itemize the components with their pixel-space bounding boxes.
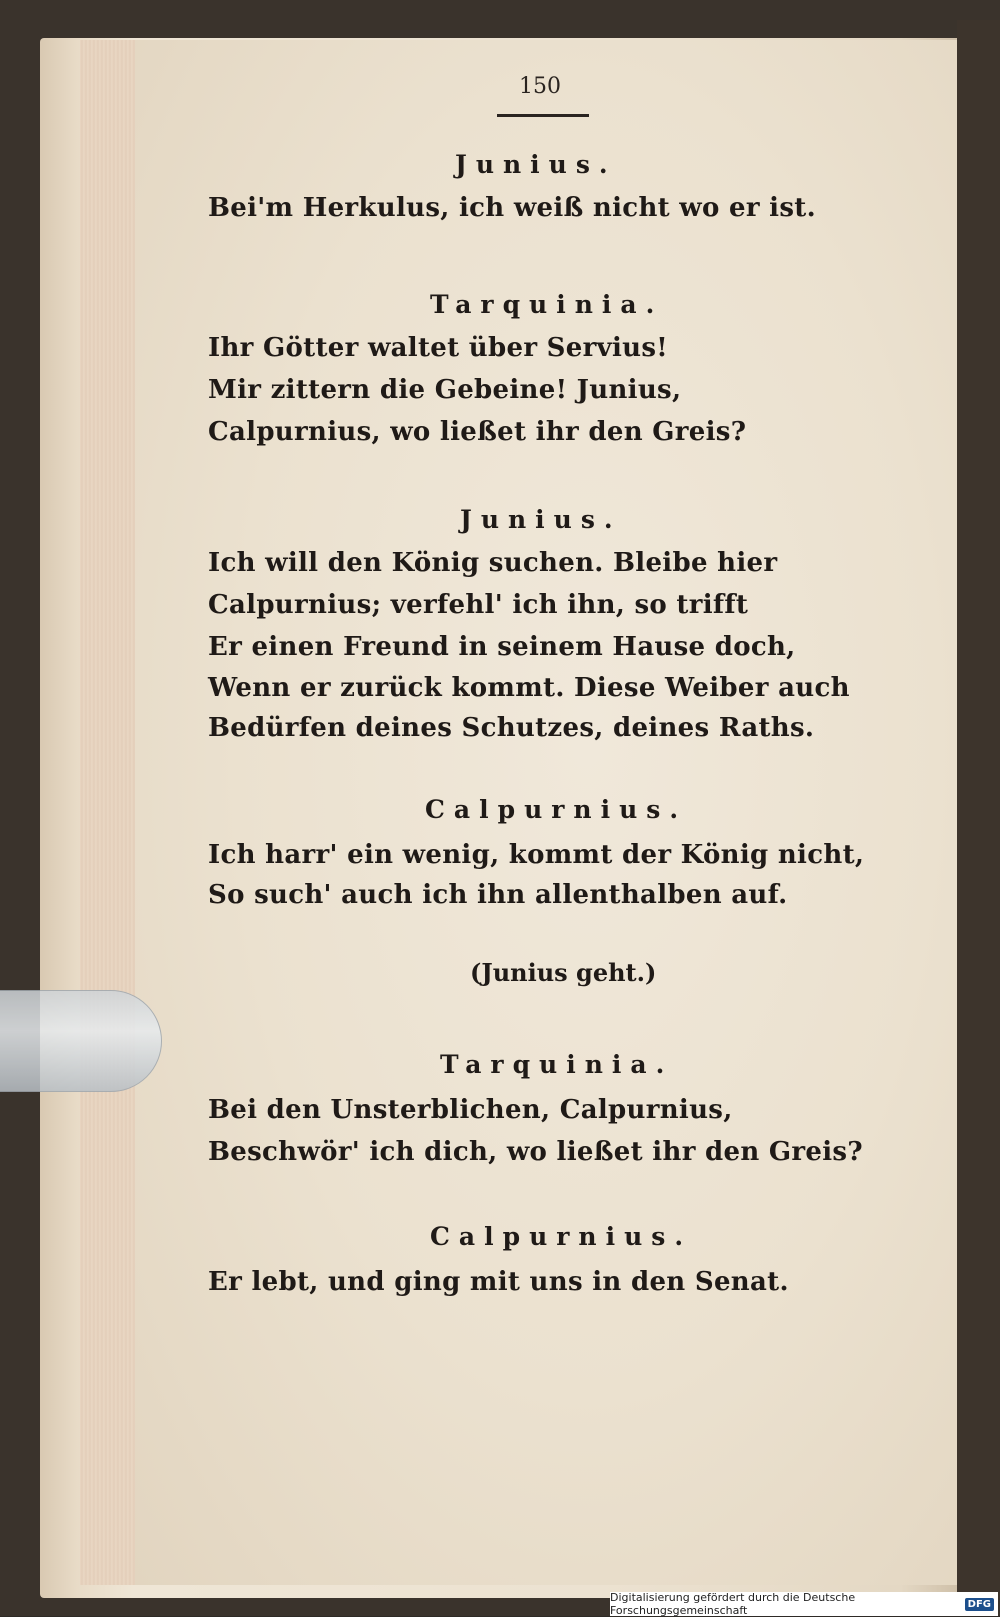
verse-line: Bei'm Herkulus, ich weiß nicht wo er ist. xyxy=(208,193,816,223)
page-number-rule xyxy=(497,114,589,117)
verse-line: Ich harr' ein wenig, kommt der König nicht, xyxy=(208,840,865,870)
footer-text: Digitalisierung gefördert durch die Deutsche Forschungsgemeinschaft xyxy=(610,1591,856,1617)
speaker-name: Junius. xyxy=(455,150,617,179)
verse-line: Calpurnius, wo ließet ihr den Greis? xyxy=(208,417,747,447)
verse-line: Bei den Unsterblichen, Calpurnius, xyxy=(208,1095,733,1125)
speaker-name: Tarquinia. xyxy=(440,1050,674,1079)
speaker-name: Calpurnius. xyxy=(430,1222,693,1251)
verse-line: Er lebt, und ging mit uns in den Senat. xyxy=(208,1267,789,1297)
page-number: 150 xyxy=(519,74,561,99)
verse-line: Wenn er zurück kommt. Diese Weiber auch xyxy=(208,673,850,703)
verse-line: Beschwör' ich dich, wo ließet ihr den Greis? xyxy=(208,1137,863,1167)
verse-line: Ihr Götter waltet über Servius! xyxy=(208,333,669,363)
verse-line: Bedürfen deines Schutzes, deines Raths. xyxy=(208,713,815,743)
scan-holder-finger xyxy=(0,990,162,1092)
stage-direction: (Junius geht.) xyxy=(470,958,657,987)
speaker-name: Junius. xyxy=(460,505,622,534)
verse-line: So such' auch ich ihn allenthalben auf. xyxy=(208,880,788,910)
dfg-logo: DFG xyxy=(965,1598,994,1611)
verse-line: Er einen Freund in seinem Hause doch, xyxy=(208,632,796,662)
verse-line: Calpurnius; verfehl' ich ihn, so trifft xyxy=(208,590,749,620)
speaker-name: Tarquinia. xyxy=(430,290,664,319)
speaker-name: Calpurnius. xyxy=(425,795,688,824)
verse-line: Ich will den König suchen. Bleibe hier xyxy=(208,548,778,578)
verse-line: Mir zittern die Gebeine! Junius, xyxy=(208,375,682,405)
digitization-footer xyxy=(610,1592,998,1616)
